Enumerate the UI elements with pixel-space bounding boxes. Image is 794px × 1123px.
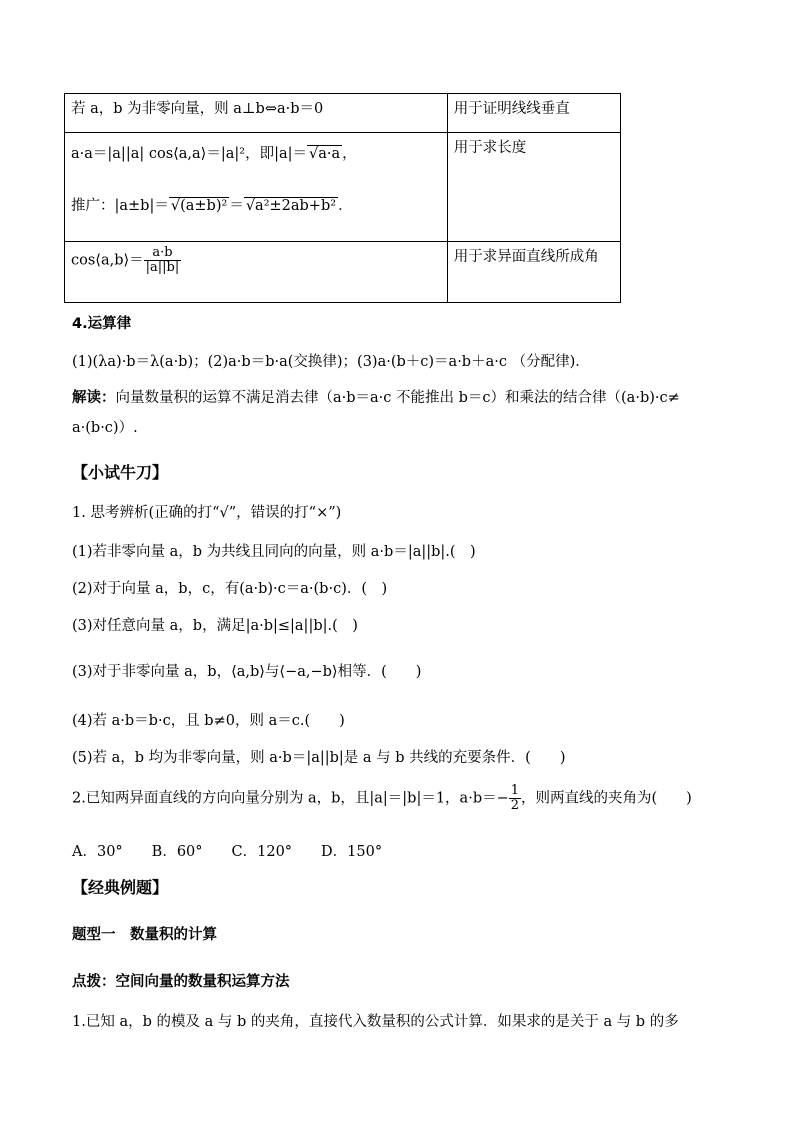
use-cell bbox=[447, 94, 620, 133]
use-length: 用于求长度 bbox=[453, 140, 527, 156]
generalization-label: 推广：|a±b|＝ bbox=[71, 198, 169, 214]
half-fraction bbox=[509, 784, 521, 813]
formula-cos: cos⟨a,b⟩＝ bbox=[71, 252, 144, 269]
list-item: (1)若非零向量 a，b 为共线且同向的向量，则 a·b＝|a||b|.( ) bbox=[72, 544, 476, 560]
question-2 bbox=[72, 784, 692, 813]
answer-options: A．30° B．60° C．120° D．150° bbox=[72, 844, 383, 860]
table-row bbox=[65, 94, 621, 133]
use-cell bbox=[447, 133, 620, 242]
sqrt-square: √(a±b)² bbox=[170, 198, 228, 214]
use-cell bbox=[447, 242, 620, 303]
note-label: 解读： bbox=[72, 389, 116, 406]
note-line-1 bbox=[72, 386, 680, 407]
operation-laws: (1)(λa)·b＝λ(a·b)；(2)a·b＝b·a(交换律)；(3)a·(b＋c)＝a·b＋a·c （分配律)． bbox=[72, 354, 590, 370]
comma: ， bbox=[342, 146, 357, 162]
table-row bbox=[65, 242, 621, 303]
examples-heading: 【经典例题】 bbox=[72, 878, 169, 897]
list-item: (3)对于非零向量 a，b，⟨a,b⟩与⟨−a,−b⟩相等．( ) bbox=[72, 664, 422, 680]
equals: ＝ bbox=[229, 198, 244, 214]
type-1-title: 题型一 数量积的计算 bbox=[72, 927, 217, 943]
period: ． bbox=[338, 198, 353, 214]
sqrt-aa: √a·a bbox=[309, 146, 341, 162]
fraction-denominator: |a||b| bbox=[145, 260, 180, 275]
fraction-denominator: 2 bbox=[510, 798, 520, 813]
practice-heading: 【小试牛刀】 bbox=[72, 463, 169, 482]
cos-fraction bbox=[144, 246, 182, 275]
formula-cell bbox=[65, 242, 448, 303]
list-item: (3)对任意向量 a，b，满足|a·b|≤|a||b|.( ) bbox=[72, 618, 358, 634]
list-item: (4)若 a·b＝b·c，且 b≠0，则 a＝c.( ) bbox=[72, 713, 345, 729]
question-1-intro: 1. 思考辨析(正确的打“√”，错误的打“×”) bbox=[72, 505, 342, 521]
list-item: (2)对于向量 a，b，c，有(a·b)·c＝a·(b·c)．( ) bbox=[72, 581, 388, 597]
tip-title: 点拨：空间向量的数量积运算方法 bbox=[72, 974, 290, 990]
section-title-operation-laws: 4.运算律 bbox=[72, 316, 132, 332]
tip-line-1: 1.已知 a，b 的模及 a 与 b 的夹角，直接代入数量积的公式计算．如果求的是关于 a 与 b 的多 bbox=[72, 1014, 679, 1030]
properties-table bbox=[64, 93, 621, 303]
note-text-1: 向量数量积的运算不满足消去律（a·b＝a·c 不能推出 b＝c）和乘法的结合律（(a·b)·c≠ bbox=[115, 390, 680, 406]
sqrt-expanded: √a²±2ab+b² bbox=[245, 198, 337, 214]
fraction-numerator: a·b bbox=[144, 246, 182, 261]
question-2-start: 2.已知两异面直线的方向向量分别为 a，b，且|a|＝|b|＝1，a·b＝− bbox=[72, 790, 509, 807]
use-angle: 用于求异面直线所成角 bbox=[453, 249, 599, 265]
list-item: (5)若 a，b 均为非零向量，则 a·b＝|a||b|是 a 与 b 共线的充要条件．( ) bbox=[72, 750, 566, 766]
formula-cell bbox=[65, 94, 448, 133]
formula-cell bbox=[65, 133, 448, 242]
note-line-2: a·(b·c)）. bbox=[72, 420, 138, 436]
question-2-end: ，则两直线的夹角为( ) bbox=[521, 790, 692, 807]
table-row bbox=[65, 133, 621, 242]
formula-perpendicular: 若 a，b 为非零向量，则 a⊥b⇔a·b＝0 bbox=[71, 101, 324, 117]
formula-length: a·a＝|a||a| cos⟨a,a⟩＝|a|²，即|a|＝ bbox=[71, 146, 307, 162]
use-perpendicular: 用于证明线线垂直 bbox=[453, 101, 570, 117]
fraction-numerator: 1 bbox=[510, 783, 520, 798]
